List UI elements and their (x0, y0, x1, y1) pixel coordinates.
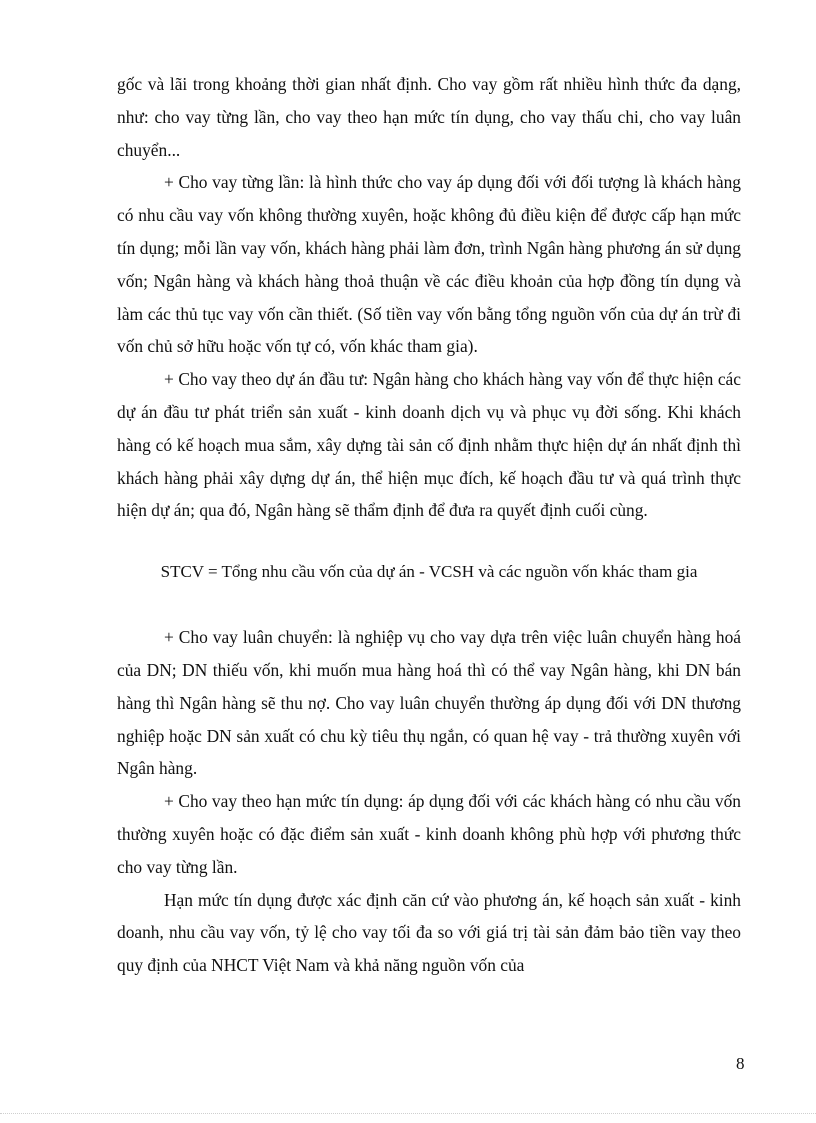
paragraph-single-loan: + Cho vay từng lần: là hình thức cho vay áp dụng đối với đối tượng là khách hàng có nhu cầu vay vốn không thường xuyên, hoặc không đủ điều kiện để được cấp hạn mức tín dụng; mỗi lần vay vốn, khách hàng phải làm đơn, trình Ngân hàng phương án sử dụng vốn; Ngân hàng và khách hàng thoả thuận về các điều khoản của hợp đồng tín dụng và làm các thủ tục vay vốn cần thiết. (Số tiền vay vốn bằng tổng nguồn vốn của dự án trừ đi vốn chủ sở hữu hoặc vốn tự có, vốn khác tham gia). (117, 172, 741, 357)
paragraph-revolving-loan: + Cho vay luân chuyển: là nghiệp vụ cho vay dựa trên việc luân chuyển hàng hoá của DN; DN thiếu vốn, khi muốn mua hàng hoá thì có thể vay Ngân hàng, khi DN bán hàng thì Ngân hàng sẽ thu nợ. Cho vay luân chuyển thường áp dụng đối với DN thương nghiệp hoặc DN sản xuất có chu kỳ tiêu thụ ngắn, có quan hệ vay - trả thường xuyên với Ngân hàng. (117, 627, 741, 779)
page-body (117, 68, 741, 982)
paragraph-credit-limit-loan: + Cho vay theo hạn mức tín dụng: áp dụng đối với các khách hàng có nhu cầu vốn thường xuyên hoặc có đặc điểm sản xuất - kinh doanh không phù hợp với phương thức cho vay từng lần. (117, 791, 741, 877)
paragraph-loan-intro: gốc và lãi trong khoảng thời gian nhất định. Cho vay gồm rất nhiều hình thức đa dạng, như: cho vay từng lần, cho vay theo hạn mức tín dụng, cho vay thấu chi, cho vay luân chuyển... (117, 74, 741, 160)
paragraph-project-loan: + Cho vay theo dự án đầu tư: Ngân hàng cho khách hàng vay vốn để thực hiện các dự án đầu tư phát triển sản xuất - kinh doanh dịch vụ và phục vụ đời sống. Khi khách hàng có kế hoạch mua sắm, xây dựng tài sản cố định nhằm thực hiện dự án nhất định thì khách hàng phải xây dựng dự án, thể hiện mục đích, kế hoạch đầu tư và quá trình thực hiện dự án; qua đó, Ngân hàng sẽ thẩm định để đưa ra quyết định cuối cùng. (117, 369, 741, 521)
page-number: 8 (736, 1054, 745, 1073)
formula-stcv: STCV = Tổng nhu cầu vốn của dự án - VCSH và các nguồn vốn khác tham gia (160, 562, 698, 582)
page-bottom-divider (0, 1113, 816, 1114)
paragraph-credit-limit-basis: Hạn mức tín dụng được xác định căn cứ vào phương án, kế hoạch sản xuất - kinh doanh, nhu cầu vay vốn, tỷ lệ cho vay tối đa so với giá trị tài sản đảm bảo tiền vay theo quy định của NHCT Việt Nam và khả năng nguồn vốn của (117, 889, 741, 976)
